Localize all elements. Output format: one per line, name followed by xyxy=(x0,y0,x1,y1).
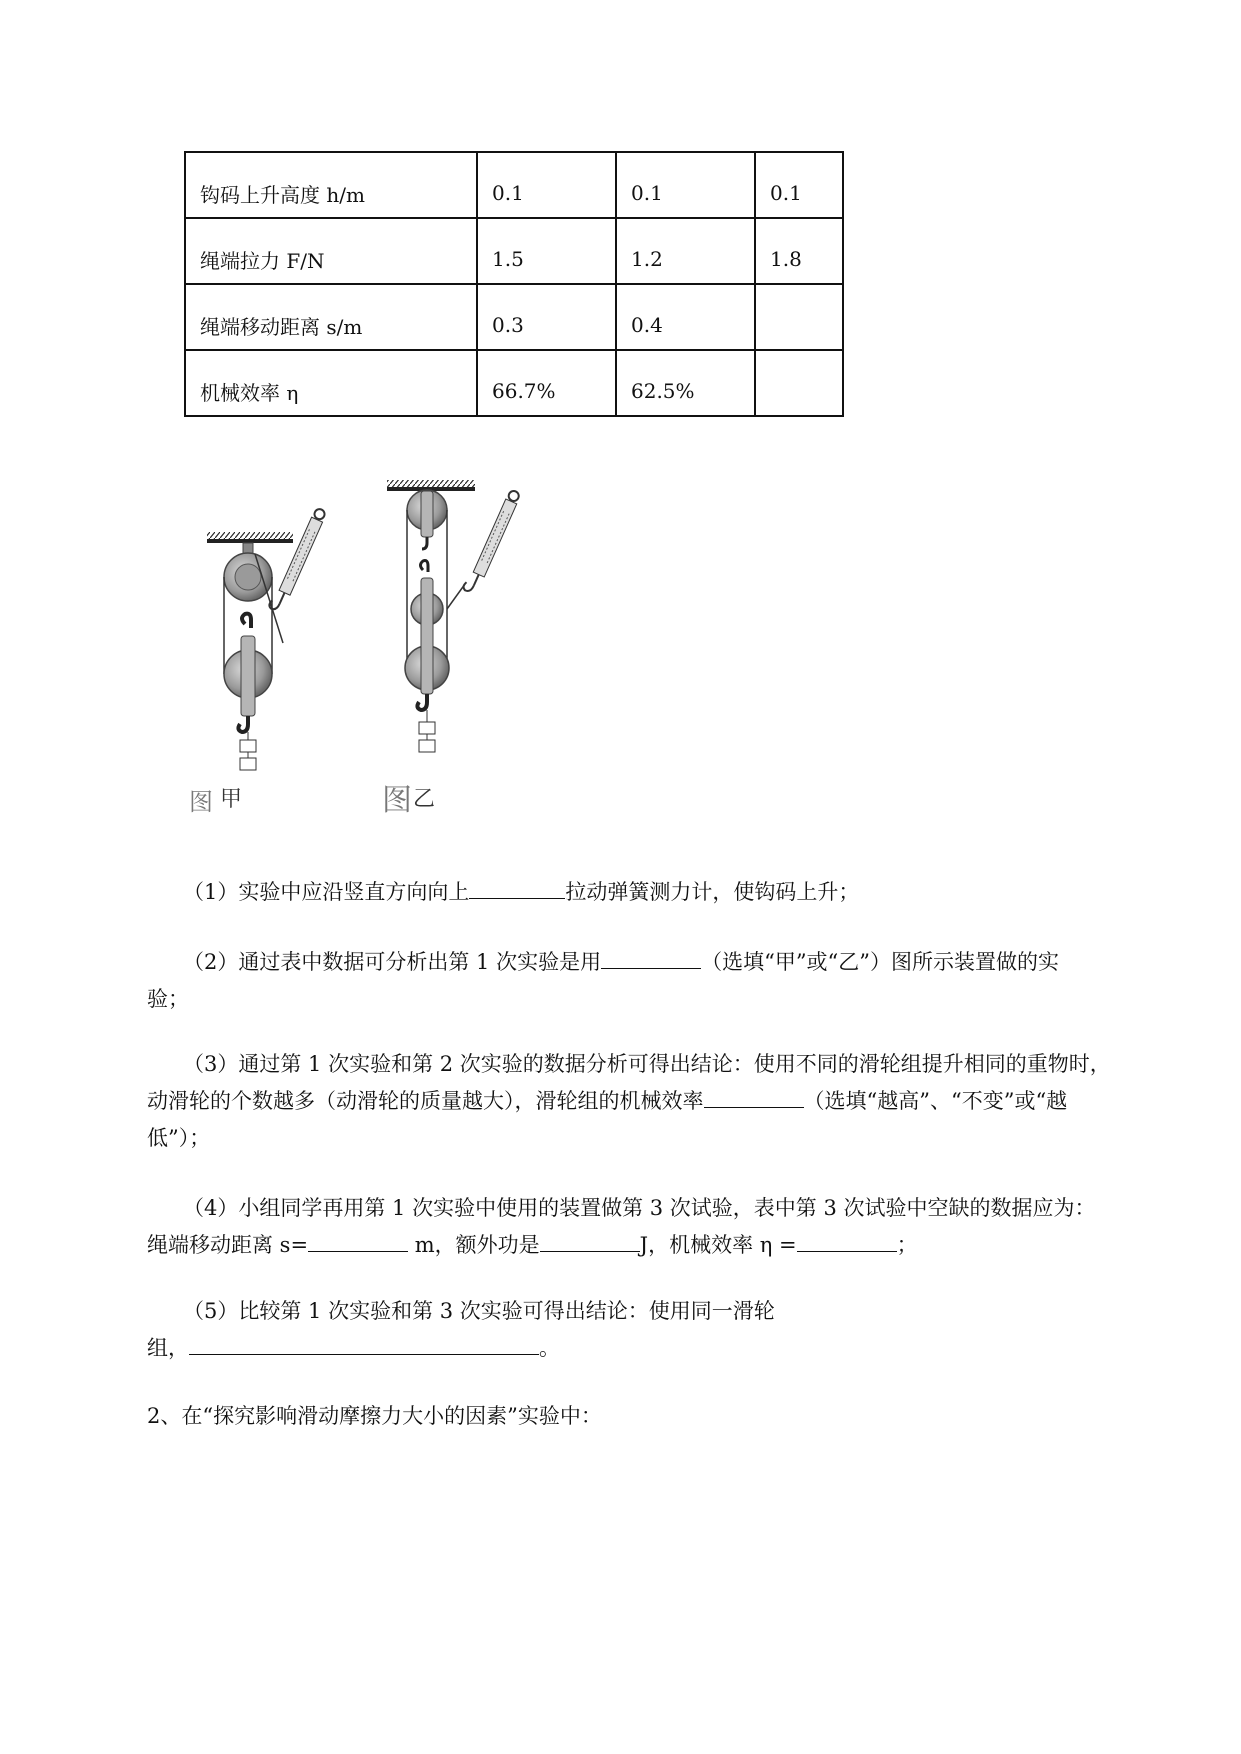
table-cell: 1.5 xyxy=(477,218,616,284)
table-row xyxy=(185,284,843,350)
pulley-frame xyxy=(421,491,433,537)
answer-blank[interactable] xyxy=(189,1332,539,1355)
table-row xyxy=(185,152,843,218)
table-row xyxy=(185,218,843,284)
question-1: （1）实验中应沿竖直方向向上 拉动弹簧测力计，使钩码上升； xyxy=(147,874,1187,911)
pulley-figure xyxy=(189,478,555,838)
table-cell: 0.1 xyxy=(755,152,843,218)
setup-yi xyxy=(387,480,521,752)
question-4: （4）小组同学再用第 1 次实验中使用的装置做第 3 次试验，表中第 3 次试验中空缺的数据应为： 绳端移动距离 s= m，额外功是 J，机械效率 η = ； xyxy=(147,1196,1096,1257)
answer-blank[interactable] xyxy=(308,1229,408,1252)
answer-blank[interactable] xyxy=(797,1229,897,1252)
answer-blank[interactable] xyxy=(601,946,701,969)
table-cell xyxy=(755,350,843,416)
question-5: （5）比较第 1 次实验和第 3 次实验可得出结论：使用同一滑轮 组， 。 xyxy=(147,1299,775,1360)
pulley-diagram xyxy=(189,478,555,838)
table-cell: 1.2 xyxy=(616,218,755,284)
table-row xyxy=(185,350,843,416)
weight-block xyxy=(419,722,435,734)
table-cell: 62.5% xyxy=(616,350,755,416)
table-cell: 绳端移动距离 s/m xyxy=(185,284,477,350)
pulley-frame xyxy=(241,636,255,716)
caption-yi-prefix: 图 xyxy=(382,783,412,818)
hook xyxy=(238,716,248,732)
hook xyxy=(422,537,427,549)
question-2: （2）通过表中数据可分析出第 1 次实验是用 （选填“甲”或“乙”）图所示装置做的实 验； xyxy=(147,944,1187,1018)
weight-block xyxy=(240,740,256,752)
table-cell: 66.7% xyxy=(477,350,616,416)
item-2: 2、在“探究影响滑动摩擦力大小的因素”实验中： xyxy=(147,1404,602,1428)
table-cell: 机械效率 η xyxy=(185,350,477,416)
caption-jia-prefix: 图 xyxy=(189,788,213,816)
spring-scale xyxy=(268,506,327,614)
spring-scale xyxy=(462,488,521,596)
hook xyxy=(242,614,251,628)
hook xyxy=(417,694,427,710)
answer-blank[interactable] xyxy=(540,1229,640,1252)
data-table xyxy=(184,151,844,417)
ceiling-bar xyxy=(207,539,293,543)
rope xyxy=(447,584,465,609)
caption-jia-name: 甲 xyxy=(220,787,243,812)
table-cell: 绳端拉力 F/N xyxy=(185,218,477,284)
table-cell xyxy=(755,284,843,350)
weight-block xyxy=(419,740,435,752)
pulley-frame xyxy=(421,578,433,694)
table-cell: 0.1 xyxy=(616,152,755,218)
answer-blank[interactable] xyxy=(704,1085,804,1108)
table-cell: 0.4 xyxy=(616,284,755,350)
setup-jia xyxy=(207,506,327,770)
weight-block xyxy=(240,758,256,770)
table-cell: 钩码上升高度 h/m xyxy=(185,152,477,218)
answer-blank[interactable] xyxy=(469,876,565,899)
caption-yi-name: 乙 xyxy=(413,787,436,812)
hook xyxy=(421,561,429,572)
ceiling-hatch xyxy=(207,532,293,539)
table-cell: 0.3 xyxy=(477,284,616,350)
question-3: （3）通过第 1 次实验和第 2 次实验的数据分析可得出结论：使用不同的滑轮组提升相同的重物时， 动滑轮的个数越多（动滑轮的质量越大），滑轮组的机械效率 （选填“越高”、“不变”或“越 低”）； xyxy=(147,1052,1111,1150)
ceiling-hatch xyxy=(387,480,475,487)
table-cell: 1.8 xyxy=(755,218,843,284)
fixed-pulley-hub xyxy=(235,564,261,590)
table-cell: 0.1 xyxy=(477,152,616,218)
